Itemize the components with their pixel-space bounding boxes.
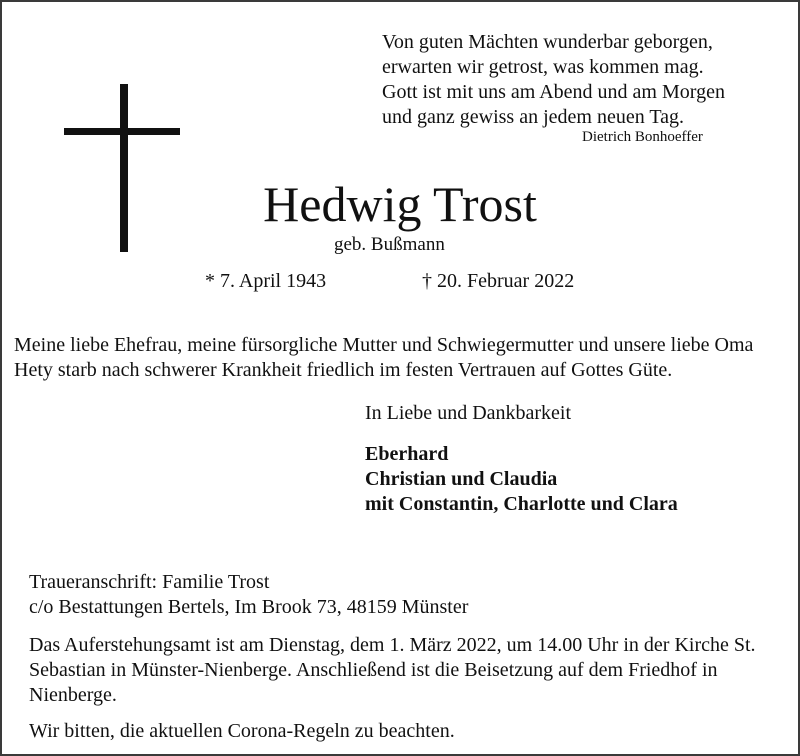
address-line: c/o Bestattungen Bertels, Im Brook 73, 48159 Münster [29,596,469,618]
birth-date: * 7. April 1943 [205,270,327,292]
death-date: † 20. Februar 2022 [422,270,575,292]
address-line: Traueranschrift: Familie Trost [29,571,270,593]
poem-author: Dietrich Bonhoeffer [582,129,703,145]
cross-icon-bar [64,128,180,135]
obituary-message: Meine liebe Ehefrau, meine fürsorgliche Mutter und Schwiegermutter und unsere liebe Oma Hety starb nach schwerer Krankheit friedlich im festen Vertrauen auf Gottes Güte. [14,334,754,381]
corona-notice: Wir bitten, die aktuellen Corona-Regeln zu beachten. [29,720,455,742]
deceased-name [2,174,798,234]
service-info: Das Auferstehungsamt ist am Dienstag, dem 1. März 2022, um 14.00 Uhr in der Kirche St. Sebastian in Münster-Nienberge. Anschließend ist die Beisetzung auf dem Friedhof in Nienberge. [29,634,756,706]
born-name: geb. Bußmann [334,234,445,255]
poem-line: erwarten wir getrost, was kommen mag. [382,56,704,78]
poem-line: Gott ist mit uns am Abend und am Morgen [382,81,725,103]
poem-line: Von guten Mächten wunderbar geborgen, [382,31,713,53]
mourners-list [365,442,678,517]
mourner: Christian und Claudia [365,468,558,490]
closing-thanks: In Liebe und Dankbarkeit [365,402,572,424]
poem-line: und ganz gewiss an jedem neuen Tag. [382,106,685,128]
mourner: Eberhard [365,443,449,465]
mourner: mit Constantin, Charlotte und Clara [365,493,678,515]
poem [382,30,782,130]
deceased-name-text: Hedwig Trost [263,176,537,232]
mourning-address [29,570,468,620]
